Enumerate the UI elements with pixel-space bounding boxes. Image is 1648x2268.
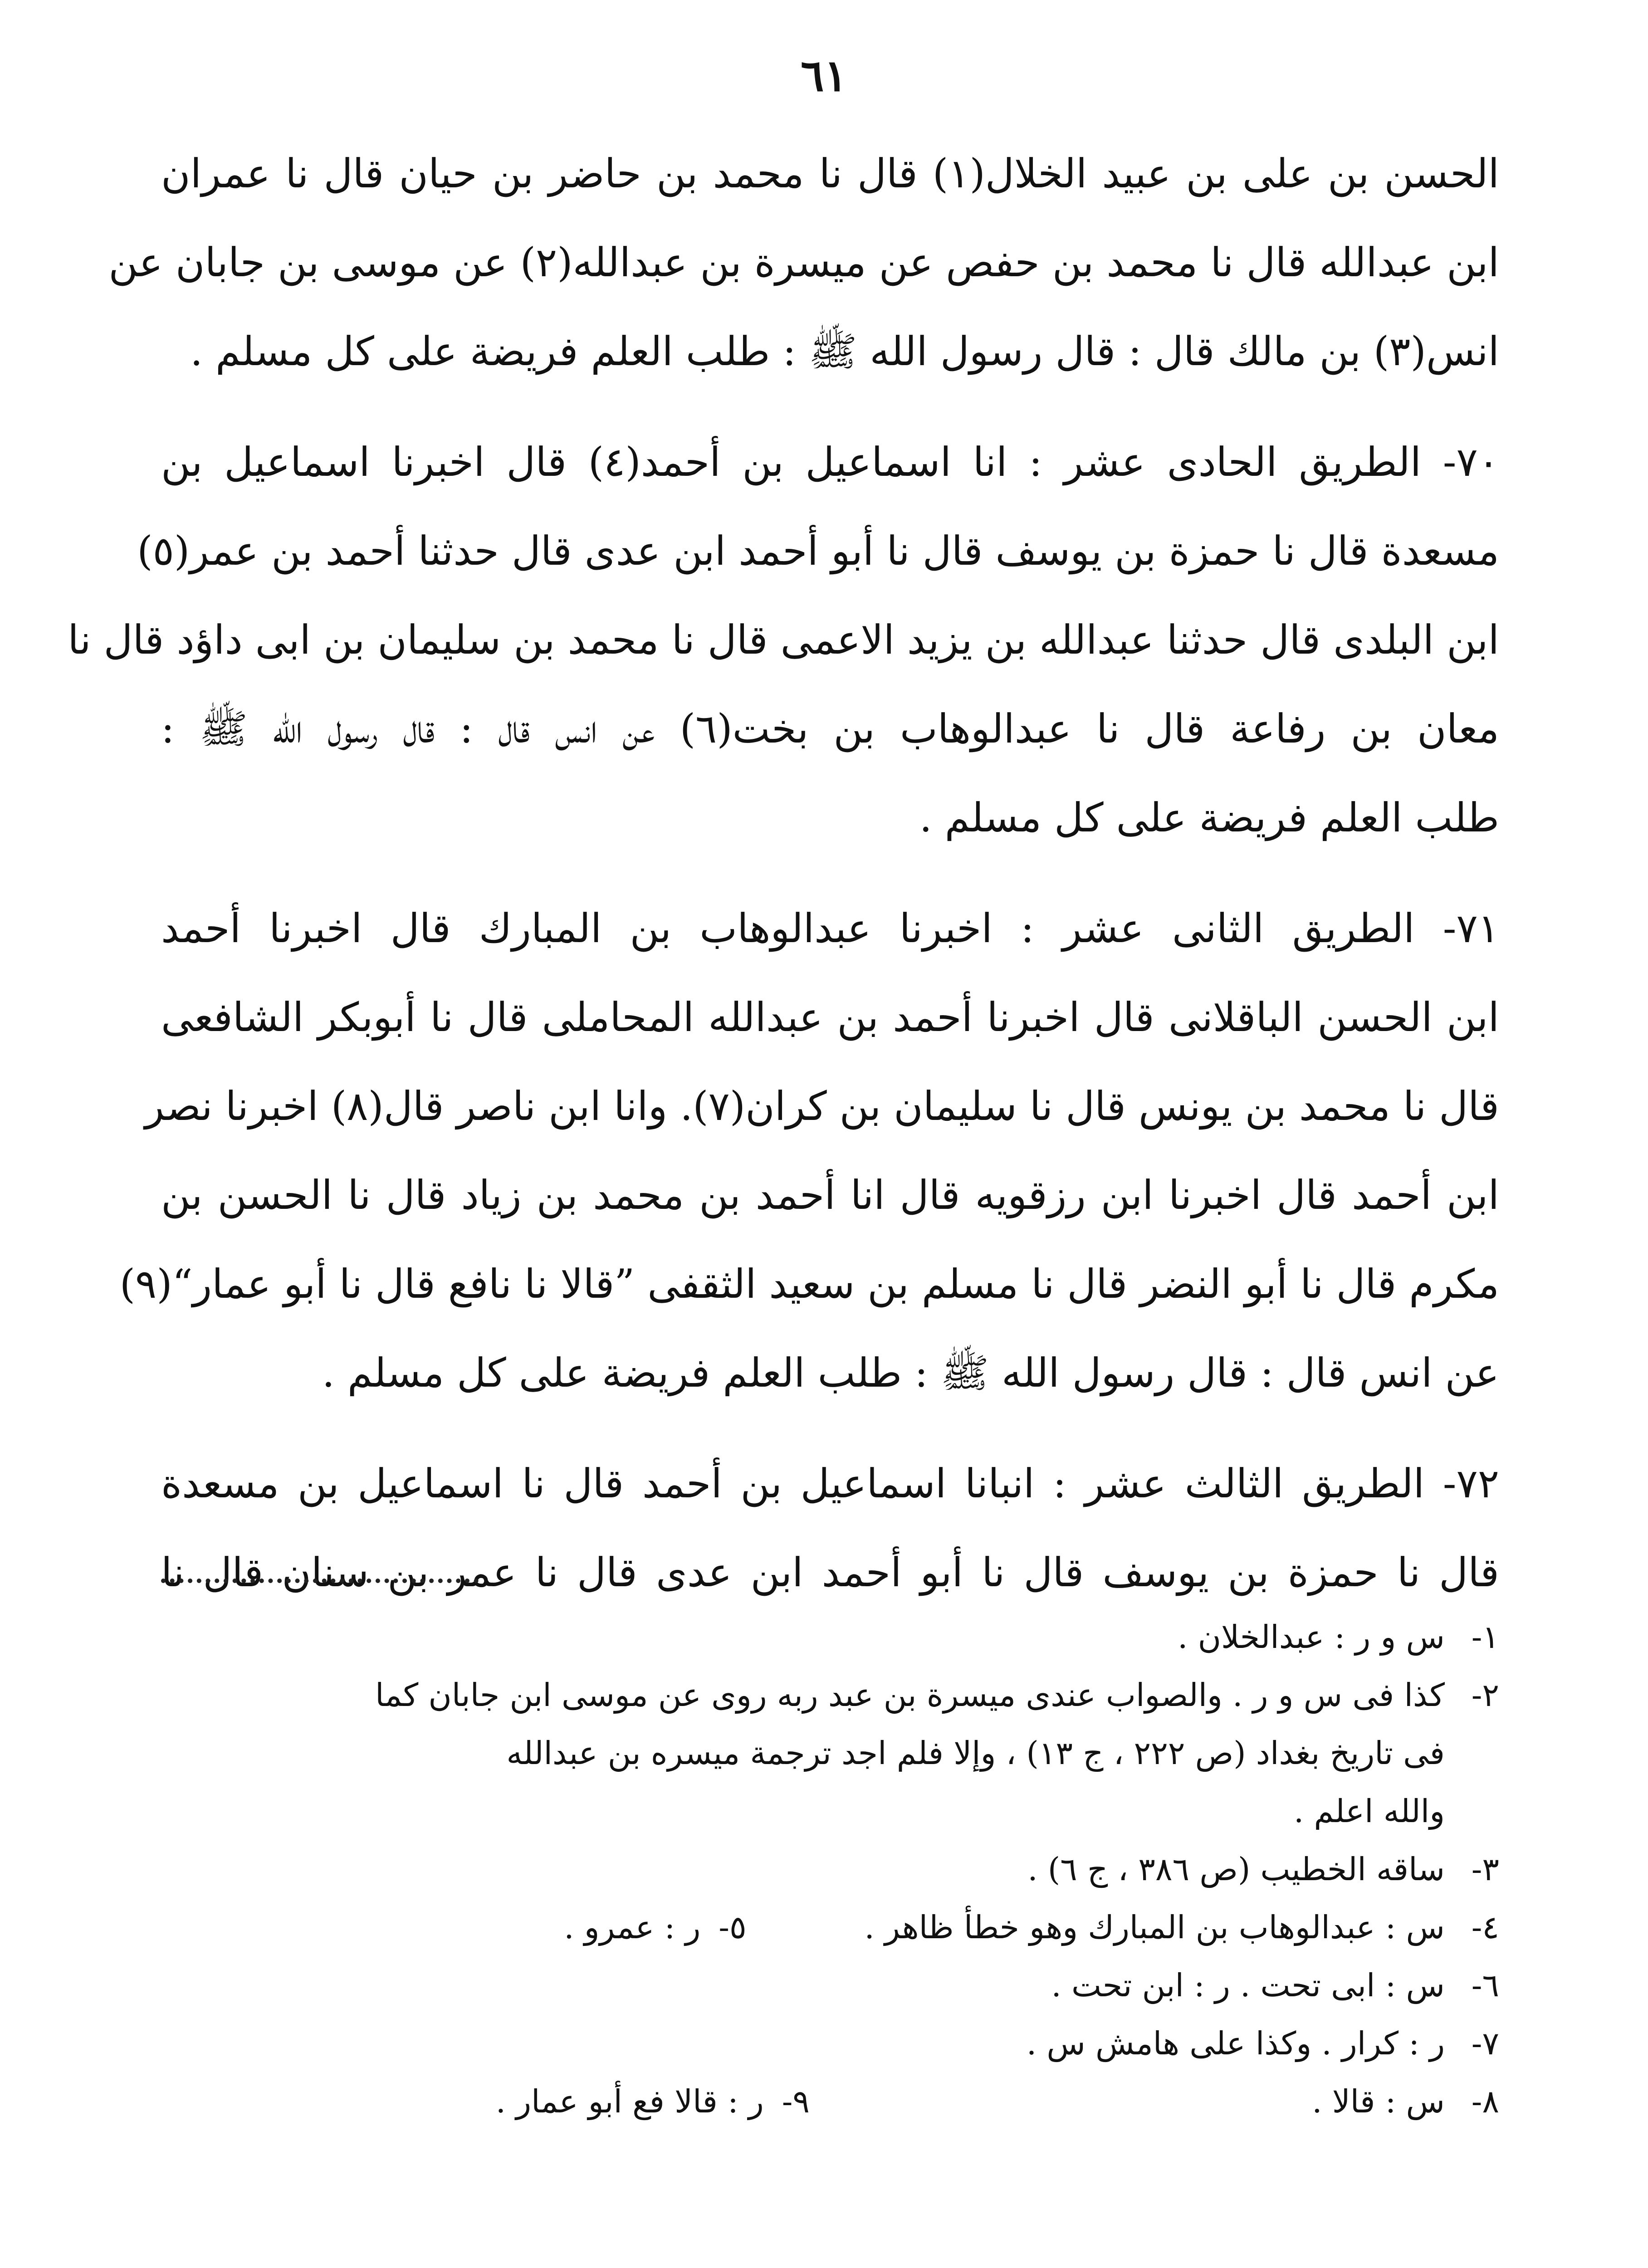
footnote bbox=[161, 2014, 1499, 2072]
footnote bbox=[161, 1666, 1499, 1840]
footnote-text bbox=[161, 1666, 1445, 1840]
footnote-number: ٧- bbox=[1471, 2025, 1499, 2062]
footnote-text: ر : کرار . وکذا علی هامش س . bbox=[1026, 2025, 1445, 2062]
footnote-number: ٤- bbox=[1471, 1909, 1499, 1946]
footnote-number: ٣- bbox=[1471, 1851, 1499, 1888]
footnote bbox=[161, 1956, 1499, 2014]
footnote-text: ر : قالا فع أبو عمار . bbox=[495, 2083, 764, 2120]
footnote-divider bbox=[161, 1579, 479, 1583]
footnote bbox=[161, 1608, 1499, 1666]
text-line: ابن الحسن الباقلانی قال اخبرنا أحمد بن عبدالله المحاملی قال نا أبوبکر الشافعی bbox=[161, 994, 1499, 1041]
text-line: ٧٢- الطریق الثالث عشر : انبانا اسماعیل بن أحمد قال نا اسماعیل بن مسعدة bbox=[161, 1460, 1499, 1507]
text-line: قال نا حمزة بن یوسف قال نا أبو أحمد ابن عدی قال نا عمر بن سنان قال نا bbox=[161, 1549, 1499, 1596]
footnote-pair bbox=[161, 2072, 1499, 2131]
paragraph-gap bbox=[161, 1418, 1499, 1439]
text-line: ابن البلدی قال حدثنا عبدالله بن یزید الاعمی قال نا محمد بن سلیمان بن ابی داؤد قال نا bbox=[68, 616, 1499, 663]
footnote-text: ر : عمرو . bbox=[564, 1909, 701, 1946]
footnote-line: ساقه الخطیب (ص ٣٨٦ ، ج ٦) . bbox=[1027, 1851, 1445, 1888]
text-line: انس(٣) بن مالك قال : قال رسول الله ﷺ : طلب العلم فریضة علی کل مسلم . bbox=[190, 328, 1499, 375]
footnote-line: کذا فی س و ر . والصواب عندی میسرة بن عبد ربه روی عن موسی ابن جابان کما bbox=[375, 1677, 1445, 1714]
footnote-line: والله اعلم . bbox=[1293, 1793, 1445, 1830]
footnotes bbox=[161, 1608, 1499, 2131]
footnote-number: ٢- bbox=[1471, 1677, 1499, 1714]
footnote-pair bbox=[161, 1898, 1499, 1956]
text-line: معان بن رفاعة قال نا عبدالوهاب بن بخت(٦) عن انس قال : قال رسول الله ﷺ : bbox=[161, 705, 1499, 752]
text-line: قال نا محمد بن یونس قال نا سلیمان بن کران(٧). وانا ابن ناصر قال(٨) اخبرنا نصر bbox=[145, 1083, 1499, 1129]
footnote-line: فی تاریخ بغداد (ص ٢٢٢ ، ج ١٣) ، وإلا فلم اجد ترجمة میسره بن عبدالله bbox=[506, 1735, 1445, 1772]
footnote-line: س و ر : عبدالخلان . bbox=[1178, 1618, 1445, 1656]
page-number: ٦١ bbox=[800, 50, 848, 101]
text-line: ابن عبدالله قال نا محمد بن حفص عن میسرة بن عبدالله(٢) عن موسی بن جابان عن bbox=[108, 239, 1499, 286]
paragraph-gap bbox=[161, 396, 1499, 418]
footnote-text: س : قالا . bbox=[1312, 2083, 1445, 2120]
footnote-text bbox=[161, 1608, 1445, 1666]
paragraph-gap bbox=[161, 862, 1499, 884]
text-line: مسعدة قال نا حمزة بن یوسف قال نا أبو أحمد ابن عدی قال حدثنا أحمد بن عمر(٥) bbox=[137, 528, 1499, 574]
footnote-number: ٦- bbox=[1471, 1967, 1499, 2004]
footnote-text: س : عبدالوهاب بن المبارك وهو خطأ ظاهر . bbox=[864, 1909, 1445, 1946]
text-line: ٧١- الطریق الثانی عشر : اخبرنا عبدالوهاب بن المبارك قال اخبرنا أحمد bbox=[161, 905, 1499, 952]
footnote-number: ٥- bbox=[719, 1909, 747, 1946]
text-line: طلب العلم فریضة علی کل مسلم . bbox=[919, 794, 1499, 841]
footnote-number: ٨- bbox=[1471, 2083, 1499, 2120]
footnote-number: ١- bbox=[1471, 1618, 1499, 1656]
text-line: ٧٠- الطریق الحادی عشر : انا اسماعیل بن أحمد(٤) قال اخبرنا اسماعیل بن bbox=[161, 439, 1500, 485]
text-line: مکرم قال نا أبو النضر قال نا مسلم بن سعید الثقفی ”قالا نا نافع قال نا أبو عمار“(٩) bbox=[119, 1261, 1499, 1307]
footnote bbox=[161, 1840, 1499, 1898]
body-text bbox=[68, 129, 1500, 1617]
text-line: الحسن بن علی بن عبید الخلال(١) قال نا محمد بن حاضر بن حیان قال نا عمران bbox=[161, 150, 1499, 197]
footnote-number: ٩- bbox=[782, 2083, 810, 2120]
footnote-text: س : ابی تحت . ر : ابن تحت . bbox=[1051, 1967, 1445, 2004]
footnote-text bbox=[161, 1840, 1445, 1898]
text-line: ابن أحمد قال اخبرنا ابن رزقویه قال انا أحمد بن محمد بن زیاد قال نا الحسن بن bbox=[161, 1172, 1499, 1218]
text-line: عن انس قال : قال رسول الله ﷺ : طلب العلم فریضة علی کل مسلم . bbox=[322, 1349, 1499, 1396]
